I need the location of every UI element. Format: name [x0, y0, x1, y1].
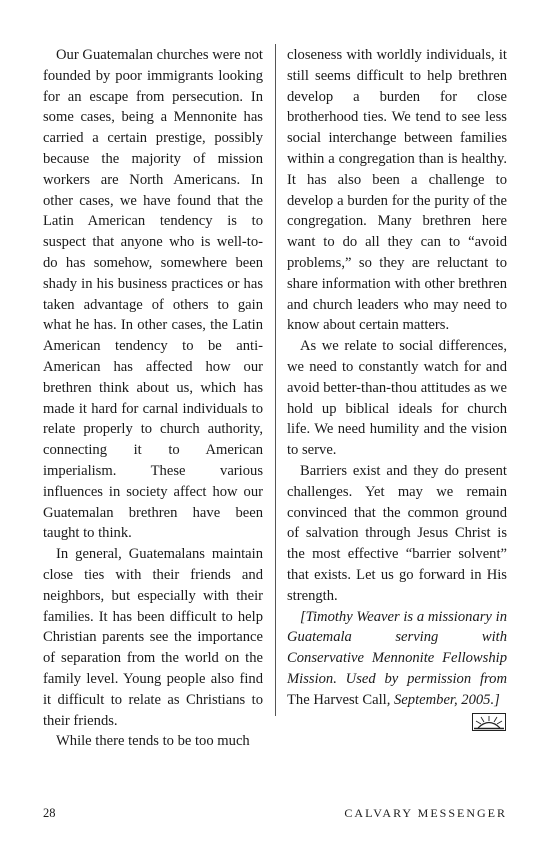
paragraph: Barriers exist and they do present challenges. Yet may we remain convinced that the common ground of salvation through Jesus Christ is the most effective “barrier solvent” that exists. Let us go forward in His strength.: [287, 462, 507, 604]
author-byline: [287, 607, 507, 711]
byline-text: [Timothy Weaver is a missionary in Guatemala serving with Conservative Mennonite Fellowship Mission. Used by permission from: [287, 608, 507, 687]
paragraph: closeness with worldly individuals, it still seems difficult to help brethren develop a burden for close brotherhood ties. We tend to see less social interchange between families within a congregation than is healthy. It has also been a challenge to develop a burden for the purity of the congregation. Many brethren here want to do all they can to “avoid problems,” so they are reluctant to share information with other brethren and church leaders who may need to know about certain matters.: [287, 47, 507, 334]
column-divider: [275, 44, 276, 716]
byline-date: , September, 2005.]: [386, 691, 500, 708]
sunrise-ornament-icon: [472, 713, 506, 731]
left-column: [43, 45, 263, 752]
paragraph: While there tends to be too much: [56, 733, 250, 750]
paragraph: As we relate to social differences, we need to constantly watch for and avoid better-than-thou attitudes as we hold up biblical ideals for church life. We need humility and the vision to serve.: [287, 338, 507, 459]
page-number: 28: [43, 806, 56, 820]
right-column: [287, 45, 507, 711]
publication-name: The Harvest Call: [287, 691, 387, 708]
paragraph: In general, Guatemalans maintain close ties with their friends and neighbors, but especially with their families. It has been difficult to help Christian parents see the importance of separation from the world on the family level. Young people also find it difficult to relate as Christians to their friends.: [43, 546, 263, 729]
magazine-title: CALVARY MESSENGER: [344, 806, 507, 820]
paragraph: Our Guatemalan churches were not founded by poor immigrants looking for an escape from persecution. In some cases, being a Mennonite has carried a certain prestige, possibly because the majority of mission workers are North Americans. In other cases, we have found that the Latin American tendency is to suspect that anyone who is well-to-do has somehow, somewhere been shady in his business practices or has taken advantage of others to gain what he has. In other cases, the Latin American tendency to be anti-American has affected how our brethren think about us, which has made it hard for carnal individuals to relate properly to church authority, connecting it to American imperialism. These various influences in society affect how our Guatemalan brethren have been taught to think.: [43, 47, 263, 542]
